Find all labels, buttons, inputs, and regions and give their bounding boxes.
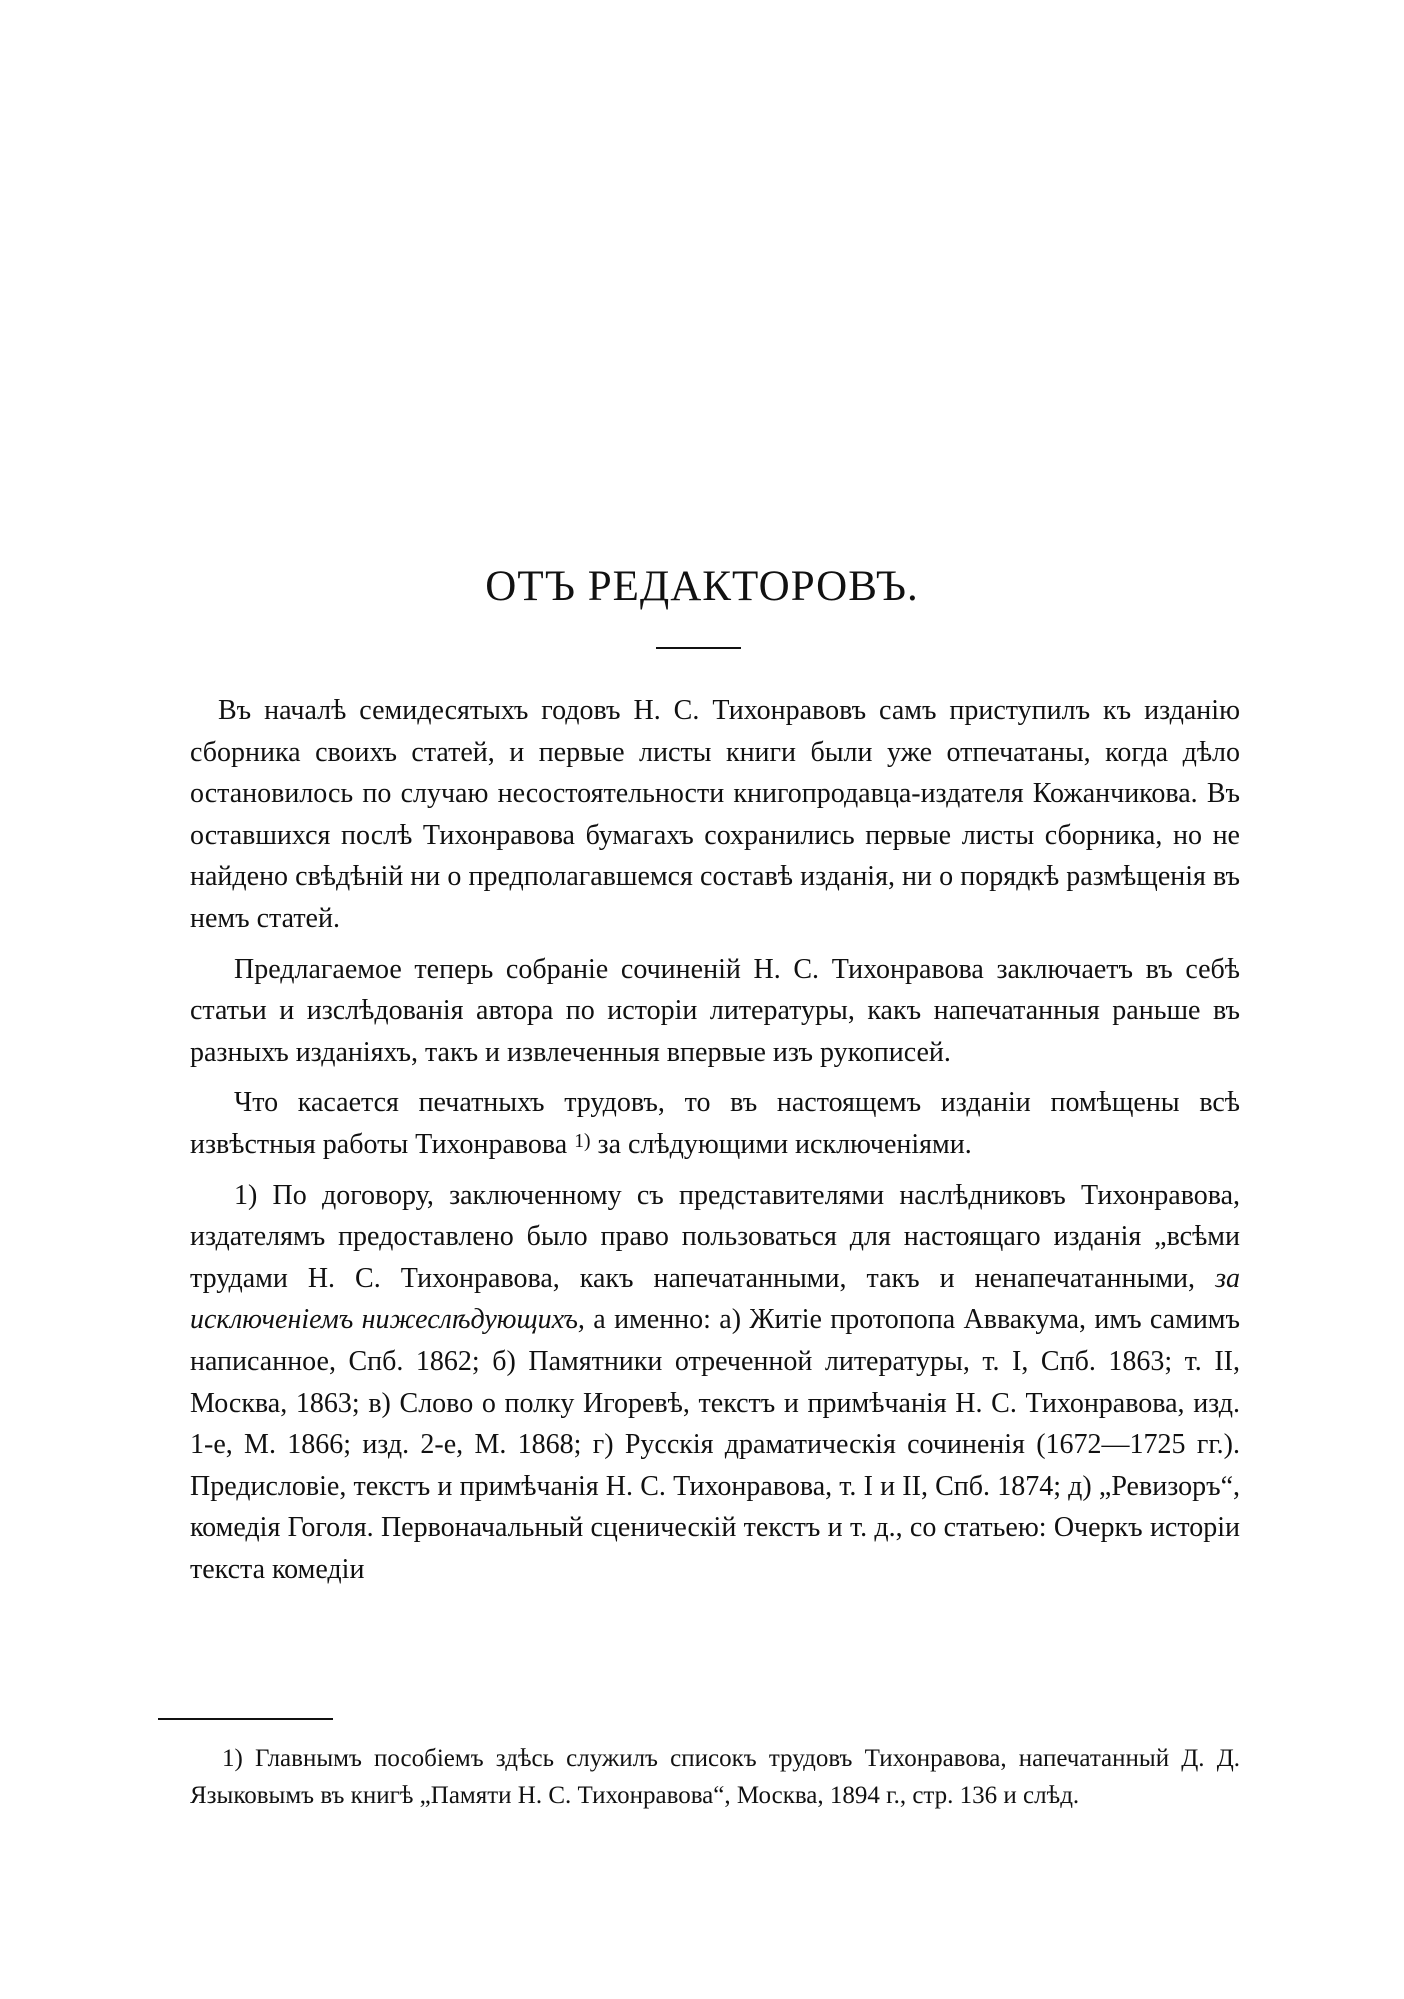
footnote-text: Главнымъ пособіемъ здѣсь служилъ списокъ трудовъ Тихонравова, напечатанный Д. Д. Языковымъ въ книгѣ „Памяти Н. С. Тихонравова“, Москва, 1894 г., стр. 136 и слѣд. bbox=[190, 1745, 1241, 1809]
paragraph-3-end: за слѣдующими исключеніями. bbox=[597, 1128, 972, 1160]
page-title: ОТЪ РЕДАКТОРОВЪ. bbox=[485, 563, 919, 610]
footnote bbox=[190, 1740, 1240, 1814]
footnote-mark: 1) bbox=[222, 1745, 243, 1772]
paragraph-3-text: Что касается печатныхъ трудовъ, то въ настоящемъ изданіи помѣщены всѣ извѣстныя работы Тихонравова bbox=[190, 1087, 1240, 1160]
main-text bbox=[190, 690, 1240, 1599]
title-divider bbox=[656, 647, 741, 649]
footnote-text-block bbox=[190, 1740, 1240, 1814]
paragraph-4-italic: за исключеніемъ нижеслѣдующихъ, bbox=[190, 1262, 1240, 1336]
paragraph-3 bbox=[190, 1082, 1240, 1165]
footnote-divider bbox=[158, 1718, 333, 1720]
paragraph-2: Предлагаемое теперь собраніе сочиненій Н. С. Тихонравова заключаетъ въ себѣ статьи и изслѣдованія автора по исторіи литературы, какъ напечатанныя раньше въ разныхъ изданіяхъ, такъ и извлеченныя впервые изъ рукописей. bbox=[190, 953, 1240, 1068]
paragraph-4-text: 1) По договору, заключенному съ представителями наслѣдниковъ Тихонравова, издателямъ предоставлено было право пользоваться для настоящаго изданія „всѣми трудами Н. С. Тихонравова, какъ напечатанными, такъ и ненапечатанными, bbox=[190, 1179, 1240, 1294]
paragraph-4-end: а именно: а) Житіе протопопа Аввакума, имъ самимъ написанное, Спб. 1862; б) Памятники отреченной литературы, т. I, Спб. 1863; т. II, Москва, 1863; в) Слово о полку Игоревѣ, текстъ и примѣчанія Н. С. Тихонравова, изд. 1-е, М. 1866; изд. 2-е, М. 1868; г) Русскія драматическія сочиненія (1672—1725 гг.). Предисловіе, текстъ и примѣчанія Н. С. Тихонравова, т. I и II, Спб. 1874; д) „Ревизоръ“, комедія Гоголя. Первоначальный сценическій текстъ и т. д., со статьею: Очеркъ исторіи текста комедіи bbox=[190, 1304, 1241, 1585]
paragraph-4 bbox=[190, 1175, 1240, 1591]
footnote-reference: 1) bbox=[574, 1130, 591, 1152]
paragraph-1: Въ началѣ семидесятыхъ годовъ Н. С. Тихонравовъ самъ приступилъ къ изданію сборника своихъ статей, и первые листы книги были уже отпечатаны, когда дѣло остановилось по случаю несостоятельности книгопродавца-издателя Кожанчикова. Въ оставшихся послѣ Тихонравова бумагахъ сохранились первые листы сборника, но не найдено свѣдѣній ни о предполагавшемся составѣ изданія, ни о порядкѣ размѣщенія въ немъ статей. bbox=[190, 695, 1240, 934]
